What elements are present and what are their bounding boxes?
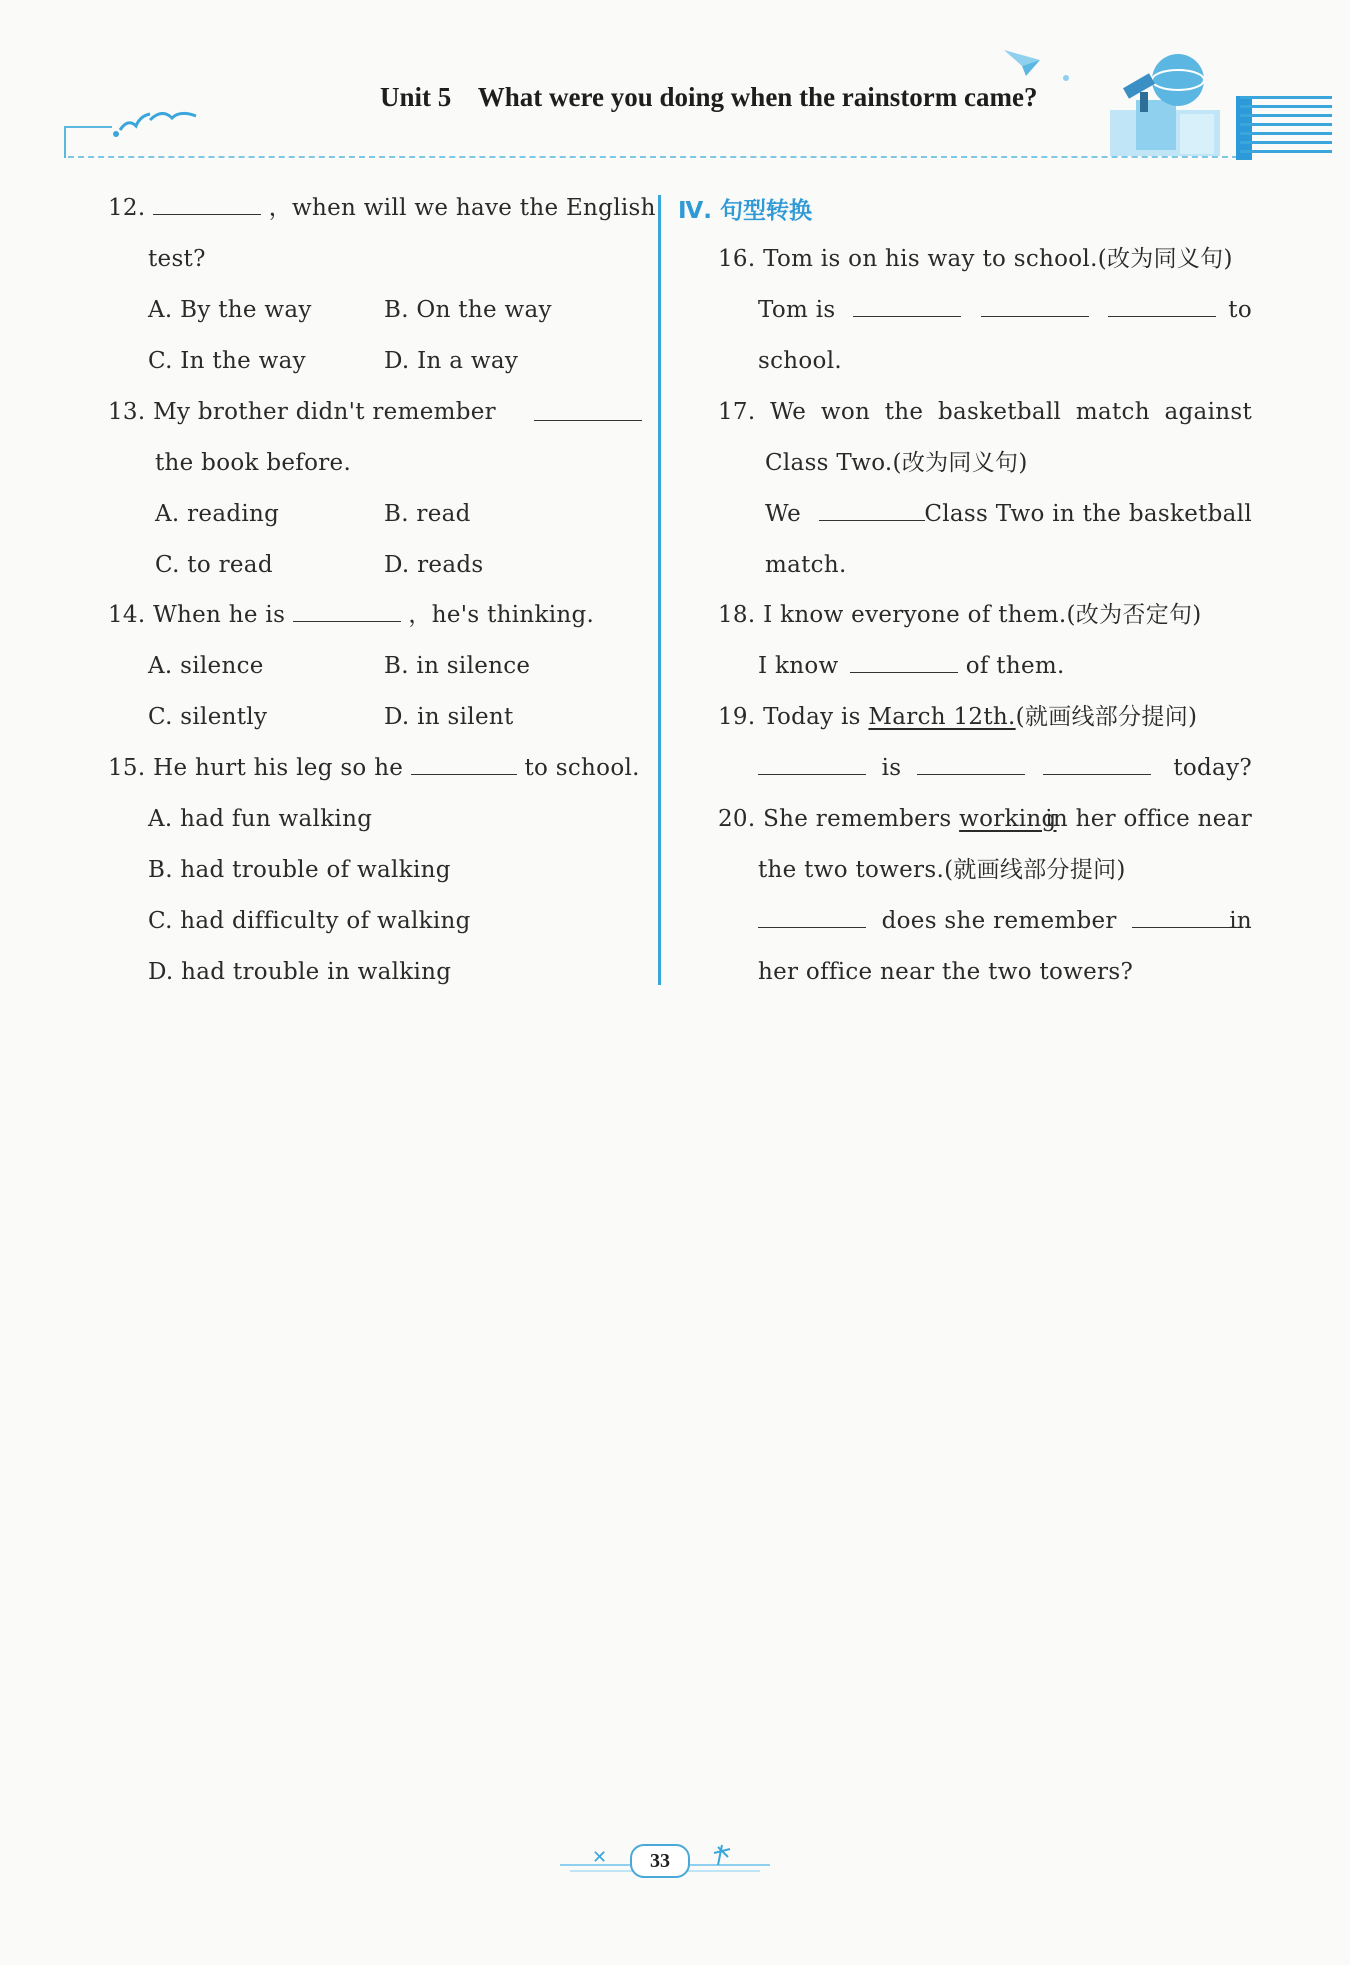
option-d: D. In a way [384,348,519,374]
question-18: 18. I know everyone of them.(改为否定句) [718,602,1202,628]
question-20: 20. She remembers working in her office near [718,806,1252,832]
question-20-answer-cont: her office near the two towers? [758,959,1134,985]
question-16-cont: school. [758,348,842,374]
question-15: 15. He hurt his leg so he to school. [108,755,640,781]
underlined-phrase: March 12th. [868,704,1016,730]
option-b: B. had trouble of walking [148,857,451,883]
svg-text:✕: ✕ [592,1847,608,1868]
question-20-cont: the two towers.(就画线部分提问) [758,857,1126,883]
option-b: B. On the way [384,297,552,323]
question-17-answer-cont: match. [765,552,847,578]
header-stripes [1240,96,1332,158]
option-d: D. in silent [384,704,514,730]
underlined-phrase: working [959,806,1057,832]
paper-plane-icon [1000,44,1080,94]
answer-blank[interactable] [153,196,261,215]
question-16: 16. Tom is on his way to school.(改为同义句) [718,246,1233,272]
header-corner-line [64,126,112,158]
option-c: C. to read [155,552,273,578]
answer-blank[interactable] [819,502,925,521]
question-12-line1: 12. ，when will we have the English [108,195,656,221]
answer-blank[interactable] [981,298,1089,317]
question-17-cont: Class Two.(改为同义句) [765,450,1028,476]
answer-blank[interactable] [1043,756,1151,775]
question-20-answer: does she remember in [758,906,1252,936]
question-12-line2: test? [148,246,206,272]
answer-blank[interactable] [758,909,866,928]
answer-blank[interactable] [534,402,642,421]
answer-blank[interactable] [293,603,401,622]
answer-blank[interactable] [850,654,958,673]
option-d: D. had trouble in walking [148,959,452,985]
question-13-line1: 13. My brother didn't remember [108,397,642,427]
option-a: A. had fun walking [148,806,373,832]
option-a: A. reading [155,501,280,527]
question-19-answer: is today? [758,753,1252,783]
column-divider [658,195,661,985]
birds-icon [110,100,200,140]
option-b: B. in silence [384,653,531,679]
page-number: 33 [630,1844,690,1878]
option-b: B. read [384,501,471,527]
section-title: Ⅳ. 句型转换 [678,198,813,224]
option-c: C. silently [148,704,268,730]
question-16-answer: Tom is to [758,297,1252,323]
page-header-title: Unit 5 What were you doing when the rainstorm came? [380,82,1038,112]
question-14: 14. When he is ，he's thinking. [108,602,595,628]
answer-blank[interactable] [1108,298,1216,317]
answer-blank[interactable] [853,298,961,317]
question-17: 17. We won the basketball match against [718,399,1252,425]
option-c: C. had difficulty of walking [148,908,471,934]
question-13-line2: the book before. [155,450,352,476]
globe-telescope-icon [1100,40,1230,160]
question-18-answer: I know of them. [758,653,1065,679]
option-a: A. silence [148,653,264,679]
question-19: 19. Today is March 12th.(就画线部分提问) [718,704,1198,730]
answer-blank[interactable] [917,756,1025,775]
answer-blank[interactable] [758,756,866,775]
header-dashed-line [68,156,1238,158]
answer-blank[interactable] [1132,909,1240,928]
option-a: A. By the way [148,297,312,323]
option-d: D. reads [384,552,484,578]
option-c: C. In the way [148,348,306,374]
answer-blank[interactable] [411,756,517,775]
question-17-answer: We Class Two in the basketball [765,501,1252,527]
